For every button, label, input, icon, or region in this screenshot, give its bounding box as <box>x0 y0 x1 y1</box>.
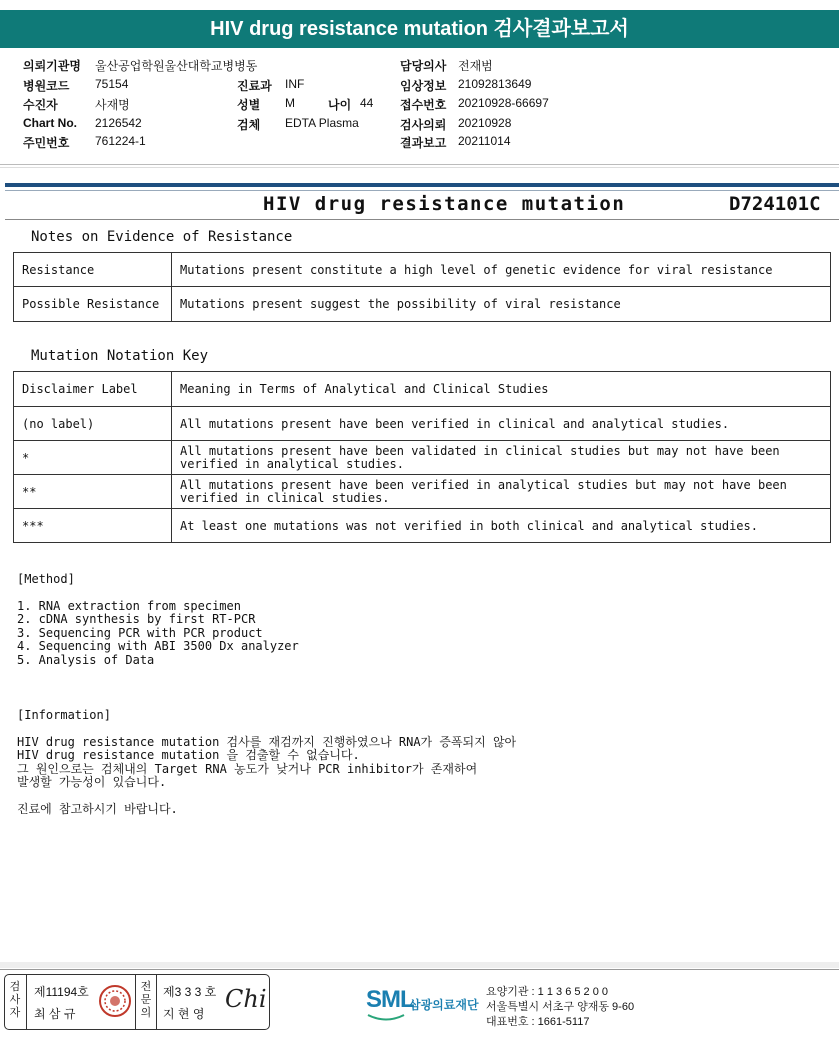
evidence-text: Mutations present constitute a high level of genetic evidence for viral resistance <box>172 253 831 287</box>
id-label: 주민번호 <box>23 136 70 150</box>
notation-label: (no label) <box>14 407 172 441</box>
evidence-label: Possible Resistance <box>14 287 172 322</box>
notation-label: ** <box>14 475 172 509</box>
information-closing: 진료에 참고하시기 바랍니다. <box>17 802 178 816</box>
divider <box>0 164 839 165</box>
doc-header-rule <box>5 190 839 191</box>
notation-heading: Mutation Notation Key <box>31 348 209 364</box>
method-item: 5. Analysis of Data <box>17 653 155 667</box>
specialist-name: 지 현 영 <box>163 1007 205 1021</box>
method-item: 3. Sequencing PCR with PCR product <box>17 626 263 640</box>
notation-text: Meaning in Terms of Analytical and Clinical Studies <box>172 372 831 407</box>
information-line: 발생할 가능성이 있습니다. <box>17 775 167 789</box>
seal-icon <box>98 984 132 1018</box>
method-heading: [Method] <box>17 572 75 586</box>
report-title: HIV drug resistance mutation 검사결과보고서 <box>0 10 839 48</box>
table-row <box>14 287 831 322</box>
divider <box>26 975 27 1029</box>
table-row <box>14 509 831 543</box>
org-phone: 대표번호 : 1661-5117 <box>486 1016 590 1028</box>
specimen-label: 검체 <box>237 118 261 132</box>
report-value: 20211014 <box>458 134 511 148</box>
specialist-number: 제3 3 3 호 <box>163 985 217 999</box>
receipt-value: 20210928-66697 <box>458 96 549 110</box>
request-value: 20210928 <box>458 116 512 130</box>
evidence-heading: Notes on Evidence of Resistance <box>31 229 293 245</box>
evidence-text: Mutations present suggest the possibility of viral resistance <box>172 287 831 322</box>
evidence-table <box>13 252 831 322</box>
information-heading: [Information] <box>17 708 111 722</box>
notation-text: All mutations present have been verified in analytical studies but may not have been verified in clinical studies. <box>172 475 831 509</box>
institution-value: 울산공업학원울산대학교병병동 <box>95 59 258 73</box>
dept-value: INF <box>285 77 305 91</box>
tester-label: 검사자 <box>9 981 21 1019</box>
doctor-label: 담당의사 <box>400 59 447 73</box>
information-line: 그 원인으로는 검체내의 Target RNA 농도가 낮거나 PCR inhibitor가 존재하여 <box>17 762 478 776</box>
patient-label: 수진자 <box>23 98 58 112</box>
evidence-label: Resistance <box>14 253 172 287</box>
patient-info-block <box>0 48 839 160</box>
specimen-value: EDTA Plasma <box>285 116 359 130</box>
method-item: 1. RNA extraction from specimen <box>17 599 241 613</box>
notation-text: At least one mutations was not verified in both clinical and analytical studies. <box>172 509 831 543</box>
table-row <box>14 372 831 407</box>
receipt-label: 접수번호 <box>400 98 447 112</box>
table-row <box>14 441 831 475</box>
request-label: 검사의뢰 <box>400 118 447 132</box>
signature-image: Chi <box>225 985 267 1013</box>
dept-label: 진료과 <box>237 79 272 93</box>
information-line: HIV drug resistance mutation 을 검출할 수 없습니다. <box>17 748 360 762</box>
age-label: 나이 <box>328 98 352 112</box>
agency-number: 요양기관 : 1 1 3 6 5 2 0 0 <box>486 986 609 998</box>
divider <box>5 219 839 220</box>
clinical-value: 21092813649 <box>458 77 532 91</box>
signature-box <box>4 974 270 1030</box>
information-line: HIV drug resistance mutation 검사를 재검까지 진행하였으나 RNA가 증폭되지 않아 <box>17 735 517 749</box>
tester-number: 제11194호 <box>34 985 89 999</box>
divider <box>0 969 839 970</box>
logo-swoosh-icon <box>366 1012 406 1022</box>
divider <box>156 975 157 1029</box>
chart-label: Chart No. <box>23 116 77 130</box>
doc-code: D724101C <box>729 193 821 215</box>
notation-label: *** <box>14 509 172 543</box>
org-name: 삼광의료재단 <box>409 998 479 1012</box>
specialist-label: 전문의 <box>140 981 152 1019</box>
institution-label: 의뢰기관명 <box>23 59 81 73</box>
report-label: 결과보고 <box>400 136 447 150</box>
notation-text: All mutations present have been validated in clinical studies but may not have been verified in analytical studies. <box>172 441 831 475</box>
clinical-label: 임상정보 <box>400 79 447 93</box>
tester-name: 최 삼 규 <box>34 1007 76 1021</box>
divider <box>0 167 839 168</box>
table-row <box>14 253 831 287</box>
doctor-value: 전재범 <box>458 59 493 73</box>
patient-value: 사재명 <box>95 98 130 112</box>
chart-value: 2126542 <box>95 116 142 130</box>
table-row <box>14 407 831 441</box>
notation-table <box>13 371 831 543</box>
age-value: 44 <box>360 96 374 110</box>
hospital-code-label: 병원코드 <box>23 79 70 93</box>
id-value: 761224-1 <box>95 134 146 148</box>
sex-label: 성별 <box>237 98 261 112</box>
sex-value: M <box>285 96 295 110</box>
method-item: 4. Sequencing with ABI 3500 Dx analyzer <box>17 639 299 653</box>
table-row <box>14 475 831 509</box>
notation-label: Disclaimer Label <box>14 372 172 407</box>
doc-header-rule <box>5 183 839 187</box>
hospital-code-value: 75154 <box>95 77 129 91</box>
notation-text: All mutations present have been verified in clinical and analytical studies. <box>172 407 831 441</box>
method-item: 2. cDNA synthesis by first RT-PCR <box>17 612 256 626</box>
notation-label: * <box>14 441 172 475</box>
doc-title: HIV drug resistance mutation <box>263 193 626 215</box>
org-address: 서울특별시 서초구 양재동 9-60 <box>486 1001 635 1013</box>
divider <box>135 975 136 1029</box>
divider <box>0 962 839 968</box>
sml-logo: SML <box>366 986 414 1013</box>
